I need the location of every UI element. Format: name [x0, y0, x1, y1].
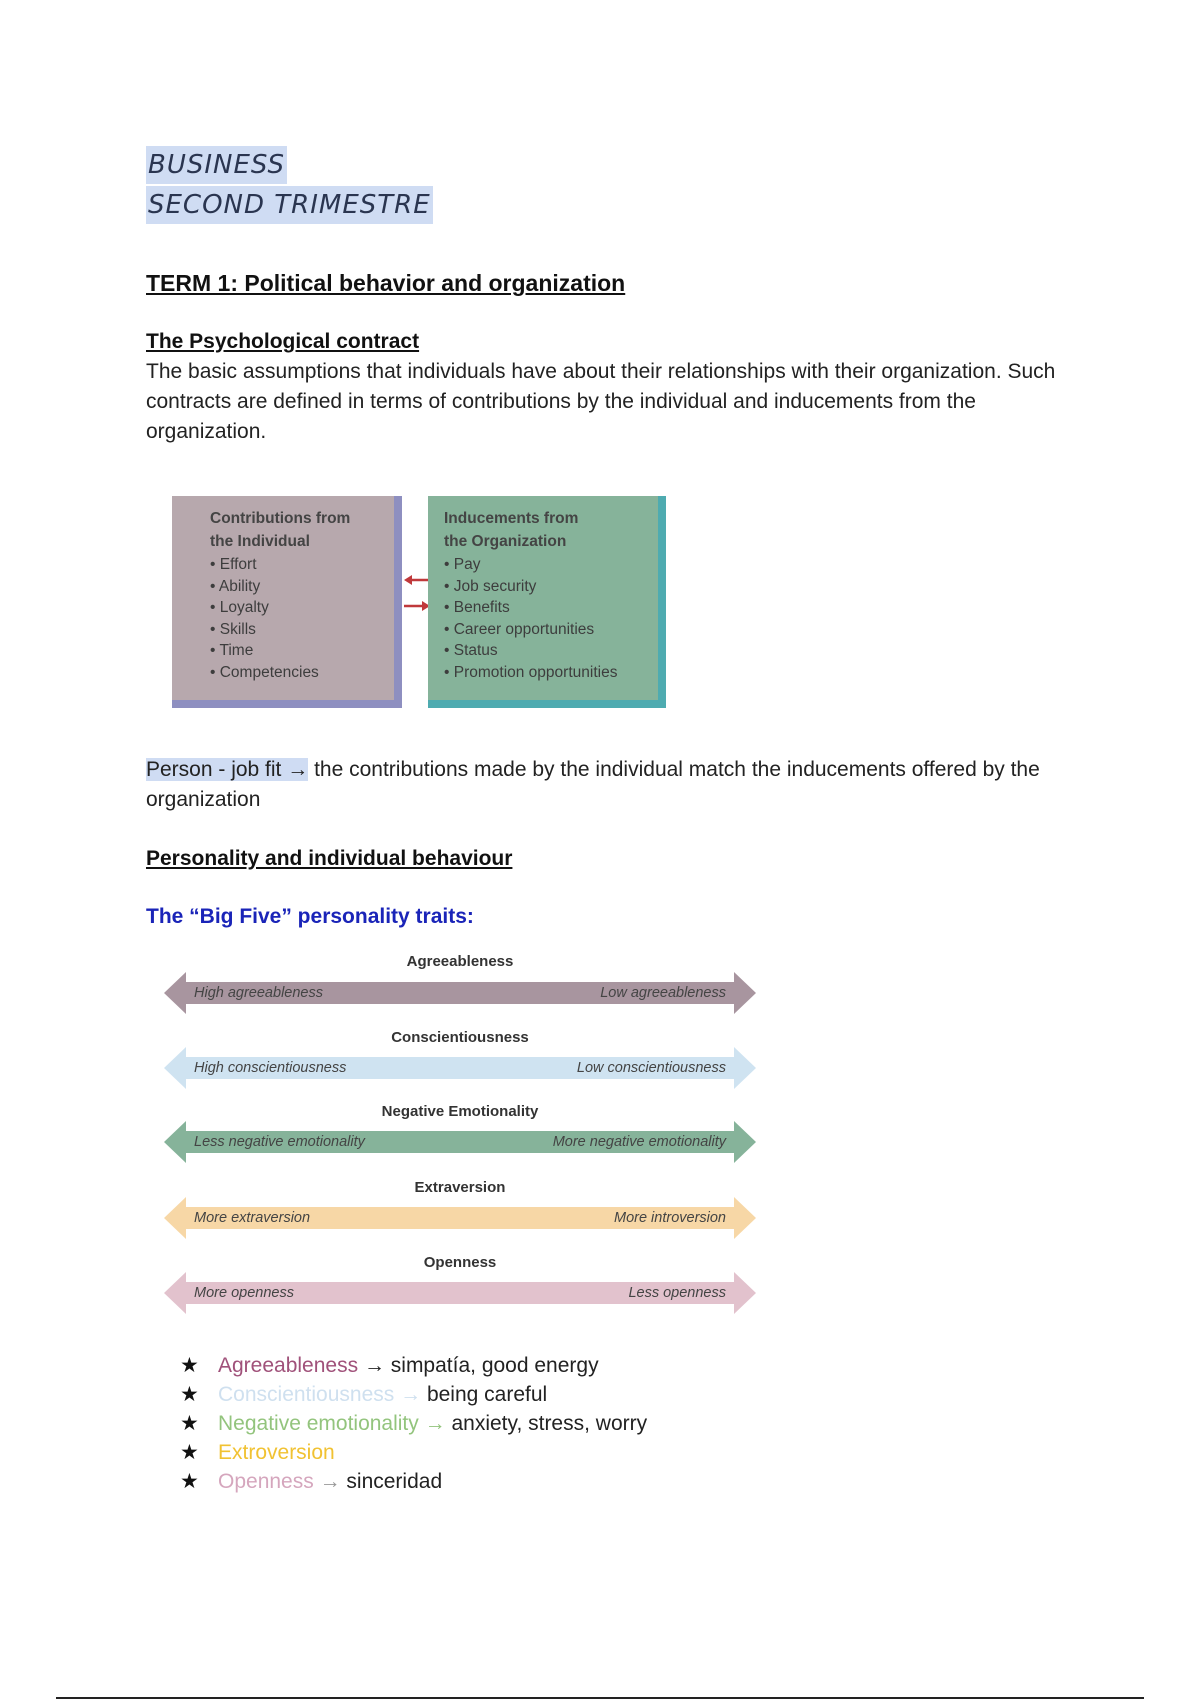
- trait-arrow-openness: [164, 1272, 756, 1314]
- star-bullet: ★: [180, 1470, 199, 1493]
- trait-arrow-conscientiousness: [164, 1047, 756, 1089]
- doc-title-trimester: SECOND TRIMESTRE: [146, 186, 433, 224]
- inducement-item: • Job security: [444, 576, 658, 598]
- trait-arrow-extraversion: [164, 1197, 756, 1239]
- term-title: TERM 1: Political behavior and organization: [146, 270, 626, 296]
- inducement-item: • Status: [444, 640, 658, 662]
- contribution-item: • Ability: [210, 576, 394, 598]
- page-footer-rule: [56, 1697, 1144, 1699]
- person-job-fit-term: Person - job fit →: [146, 758, 309, 781]
- trait-left-label: More extraversion: [194, 1210, 311, 1226]
- contributions-box: [172, 496, 402, 708]
- star-bullet: ★: [180, 1383, 199, 1406]
- list-item: [180, 1351, 647, 1380]
- arrow-left-head: [404, 575, 412, 585]
- note-meaning: → simpatía, good energy: [358, 1354, 599, 1377]
- inducements-list: [444, 554, 658, 683]
- contribution-item: • Competencies: [210, 662, 394, 684]
- trait-arrow-negative-emotionality: [164, 1121, 756, 1163]
- section-heading-psych-contract: The Psychological contract: [146, 330, 420, 353]
- big-five-heading: The “Big Five” personality traits:: [146, 905, 474, 928]
- note-meaning: sinceridad: [340, 1470, 443, 1493]
- contribution-item: • Effort: [210, 554, 394, 576]
- note-meaning: anxiety, stress, worry: [445, 1412, 648, 1435]
- trait-right-label: More introversion: [613, 1210, 726, 1226]
- contributions-title-line2: the Individual: [210, 533, 310, 550]
- list-item: [180, 1380, 647, 1409]
- list-item: [180, 1467, 647, 1496]
- trait-arrow-agreeableness: [164, 972, 756, 1014]
- contribution-item: • Loyalty: [210, 597, 394, 619]
- note-term: Extroversion: [218, 1441, 335, 1464]
- inducement-item: • Promotion opportunities: [444, 662, 658, 684]
- note-term: Openness: [218, 1470, 314, 1493]
- inducement-item: • Pay: [444, 554, 658, 576]
- star-bullet: ★: [180, 1354, 199, 1377]
- doc-title-business: BUSINESS: [146, 146, 287, 184]
- star-bullet: ★: [180, 1412, 199, 1435]
- person-job-fit-paragraph: [146, 755, 1076, 815]
- trait-left-label: Less negative emotionality: [194, 1134, 365, 1150]
- trait-title-extraversion: Extraversion: [414, 1179, 506, 1196]
- trait-right-label: Low conscientiousness: [576, 1060, 726, 1076]
- inducement-item: • Career opportunities: [444, 619, 658, 641]
- contribution-item: • Time: [210, 640, 394, 662]
- trait-right-label: Low agreeableness: [600, 985, 726, 1001]
- note-arrow: →: [313, 1470, 341, 1493]
- trait-right-label: Less openness: [628, 1285, 726, 1301]
- list-item: [180, 1438, 647, 1467]
- trait-left-label: More openness: [194, 1285, 294, 1301]
- note-arrow: →: [394, 1383, 422, 1406]
- contributions-list: [210, 554, 394, 683]
- inducement-item: • Benefits: [444, 597, 658, 619]
- note-term: Negative emotionality: [218, 1412, 419, 1435]
- note-term: Agreeableness: [218, 1354, 359, 1377]
- contribution-item: • Skills: [210, 619, 394, 641]
- inducements-box: [428, 496, 666, 708]
- trait-title-agreeableness: Agreeableness: [406, 953, 514, 970]
- inducements-title-line1: Inducements from: [444, 510, 579, 527]
- trait-right-label: More negative emotionality: [552, 1134, 726, 1150]
- trait-title-conscientiousness: Conscientiousness: [391, 1029, 529, 1046]
- trait-title-openness: Openness: [423, 1254, 497, 1271]
- person-job-fit-definition: the contributions made by the individual match the inducements offered by the organization: [146, 758, 1040, 811]
- inducements-title-line2: the Organization: [444, 533, 567, 550]
- trait-notes-list: [180, 1351, 647, 1496]
- star-bullet: ★: [180, 1441, 199, 1464]
- note-meaning: being careful: [421, 1383, 548, 1406]
- trait-title-negative-emotionality: Negative Emotionality: [381, 1103, 539, 1120]
- list-item: [180, 1409, 647, 1438]
- trait-left-label: High conscientiousness: [194, 1060, 347, 1076]
- note-arrow: →: [418, 1412, 446, 1435]
- section-heading-personality: Personality and individual behaviour: [146, 847, 513, 870]
- trait-left-label: High agreeableness: [194, 985, 323, 1001]
- psych-contract-definition: The basic assumptions that individuals have about their relationships with their organization. Such contracts are defined in terms of contributions by the individual and inducements from the organization.: [146, 360, 1056, 443]
- contributions-title-line1: Contributions from: [210, 510, 351, 527]
- note-term: Conscientiousness: [218, 1383, 395, 1406]
